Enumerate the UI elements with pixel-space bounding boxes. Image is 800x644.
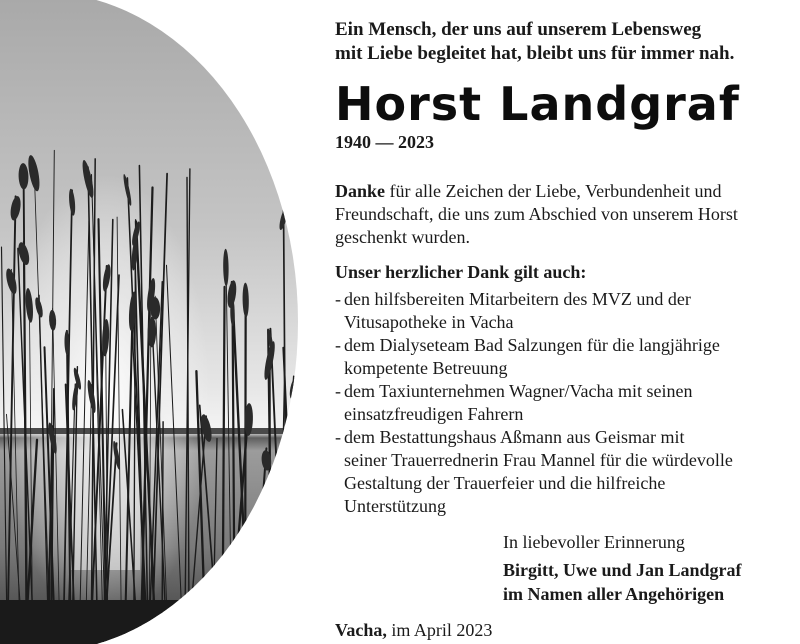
special-thanks-heading: Unser herzlicher Dank gilt auch: <box>335 262 587 282</box>
list-dash: - <box>335 289 341 309</box>
reed-stalk <box>245 288 246 644</box>
list-item-line: Unterstützung <box>344 496 446 516</box>
thanks-paragraph <box>335 180 785 249</box>
list-dash: - <box>335 381 341 401</box>
obituary-text <box>335 18 785 642</box>
motto-line-1: Ein Mensch, der uns auf unserem Lebensweg <box>335 19 702 40</box>
motto <box>335 18 785 66</box>
motto-line-2: mit Liebe begleitet hat, bleibt uns für immer nah. <box>335 43 735 64</box>
list-dash: - <box>335 427 341 447</box>
signers-line-2: im Namen aller Angehörigen <box>503 584 725 604</box>
list-item <box>335 426 785 518</box>
date: im April 2023 <box>386 620 493 640</box>
list-item-line: kompetente Betreuung <box>344 358 508 378</box>
list-item-line: den hilfsbereiten Mitarbeitern des MVZ und der <box>344 289 691 309</box>
place-date <box>335 618 785 642</box>
list-item-line: Gestaltung der Trauerfeier und die hilfreiche <box>344 473 666 493</box>
list-item <box>335 380 785 426</box>
reeds-lake-photo <box>0 0 300 644</box>
signers <box>503 558 785 606</box>
place: Vacha, <box>335 620 387 640</box>
thanks-text: für alle Zeichen der Liebe, Verbundenheit und Freundschaft, die uns zum Abschied von unserem Horst geschenkt wurden. <box>335 181 738 247</box>
list-item-line: Vitusapotheke in Vacha <box>344 312 514 332</box>
thanks-lead: Danke <box>335 181 386 201</box>
signers-line-1: Birgitt, Uwe und Jan Landgraf <box>503 560 742 580</box>
special-thanks-list <box>335 288 785 518</box>
list-dash: - <box>335 335 341 355</box>
list-item <box>335 334 785 380</box>
deceased-name: Horst Landgraf <box>335 77 740 131</box>
closing-phrase: In liebevoller Erinnerung <box>503 532 685 552</box>
list-item-line: dem Taxiunternehmen Wagner/Vacha mit seinen <box>344 381 693 401</box>
list-item-line: seiner Trauerrednerin Frau Mannel für die würdevolle <box>344 450 733 470</box>
list-item <box>335 288 785 334</box>
list-item-line: einsatzfreudigen Fahrern <box>344 404 524 424</box>
list-item-line: dem Bestattungshaus Aßmann aus Geismar mit <box>344 427 685 447</box>
life-years: 1940 — 2023 <box>335 132 434 152</box>
list-item-line: dem Dialyseteam Bad Salzungen für die langjährige <box>344 335 720 355</box>
